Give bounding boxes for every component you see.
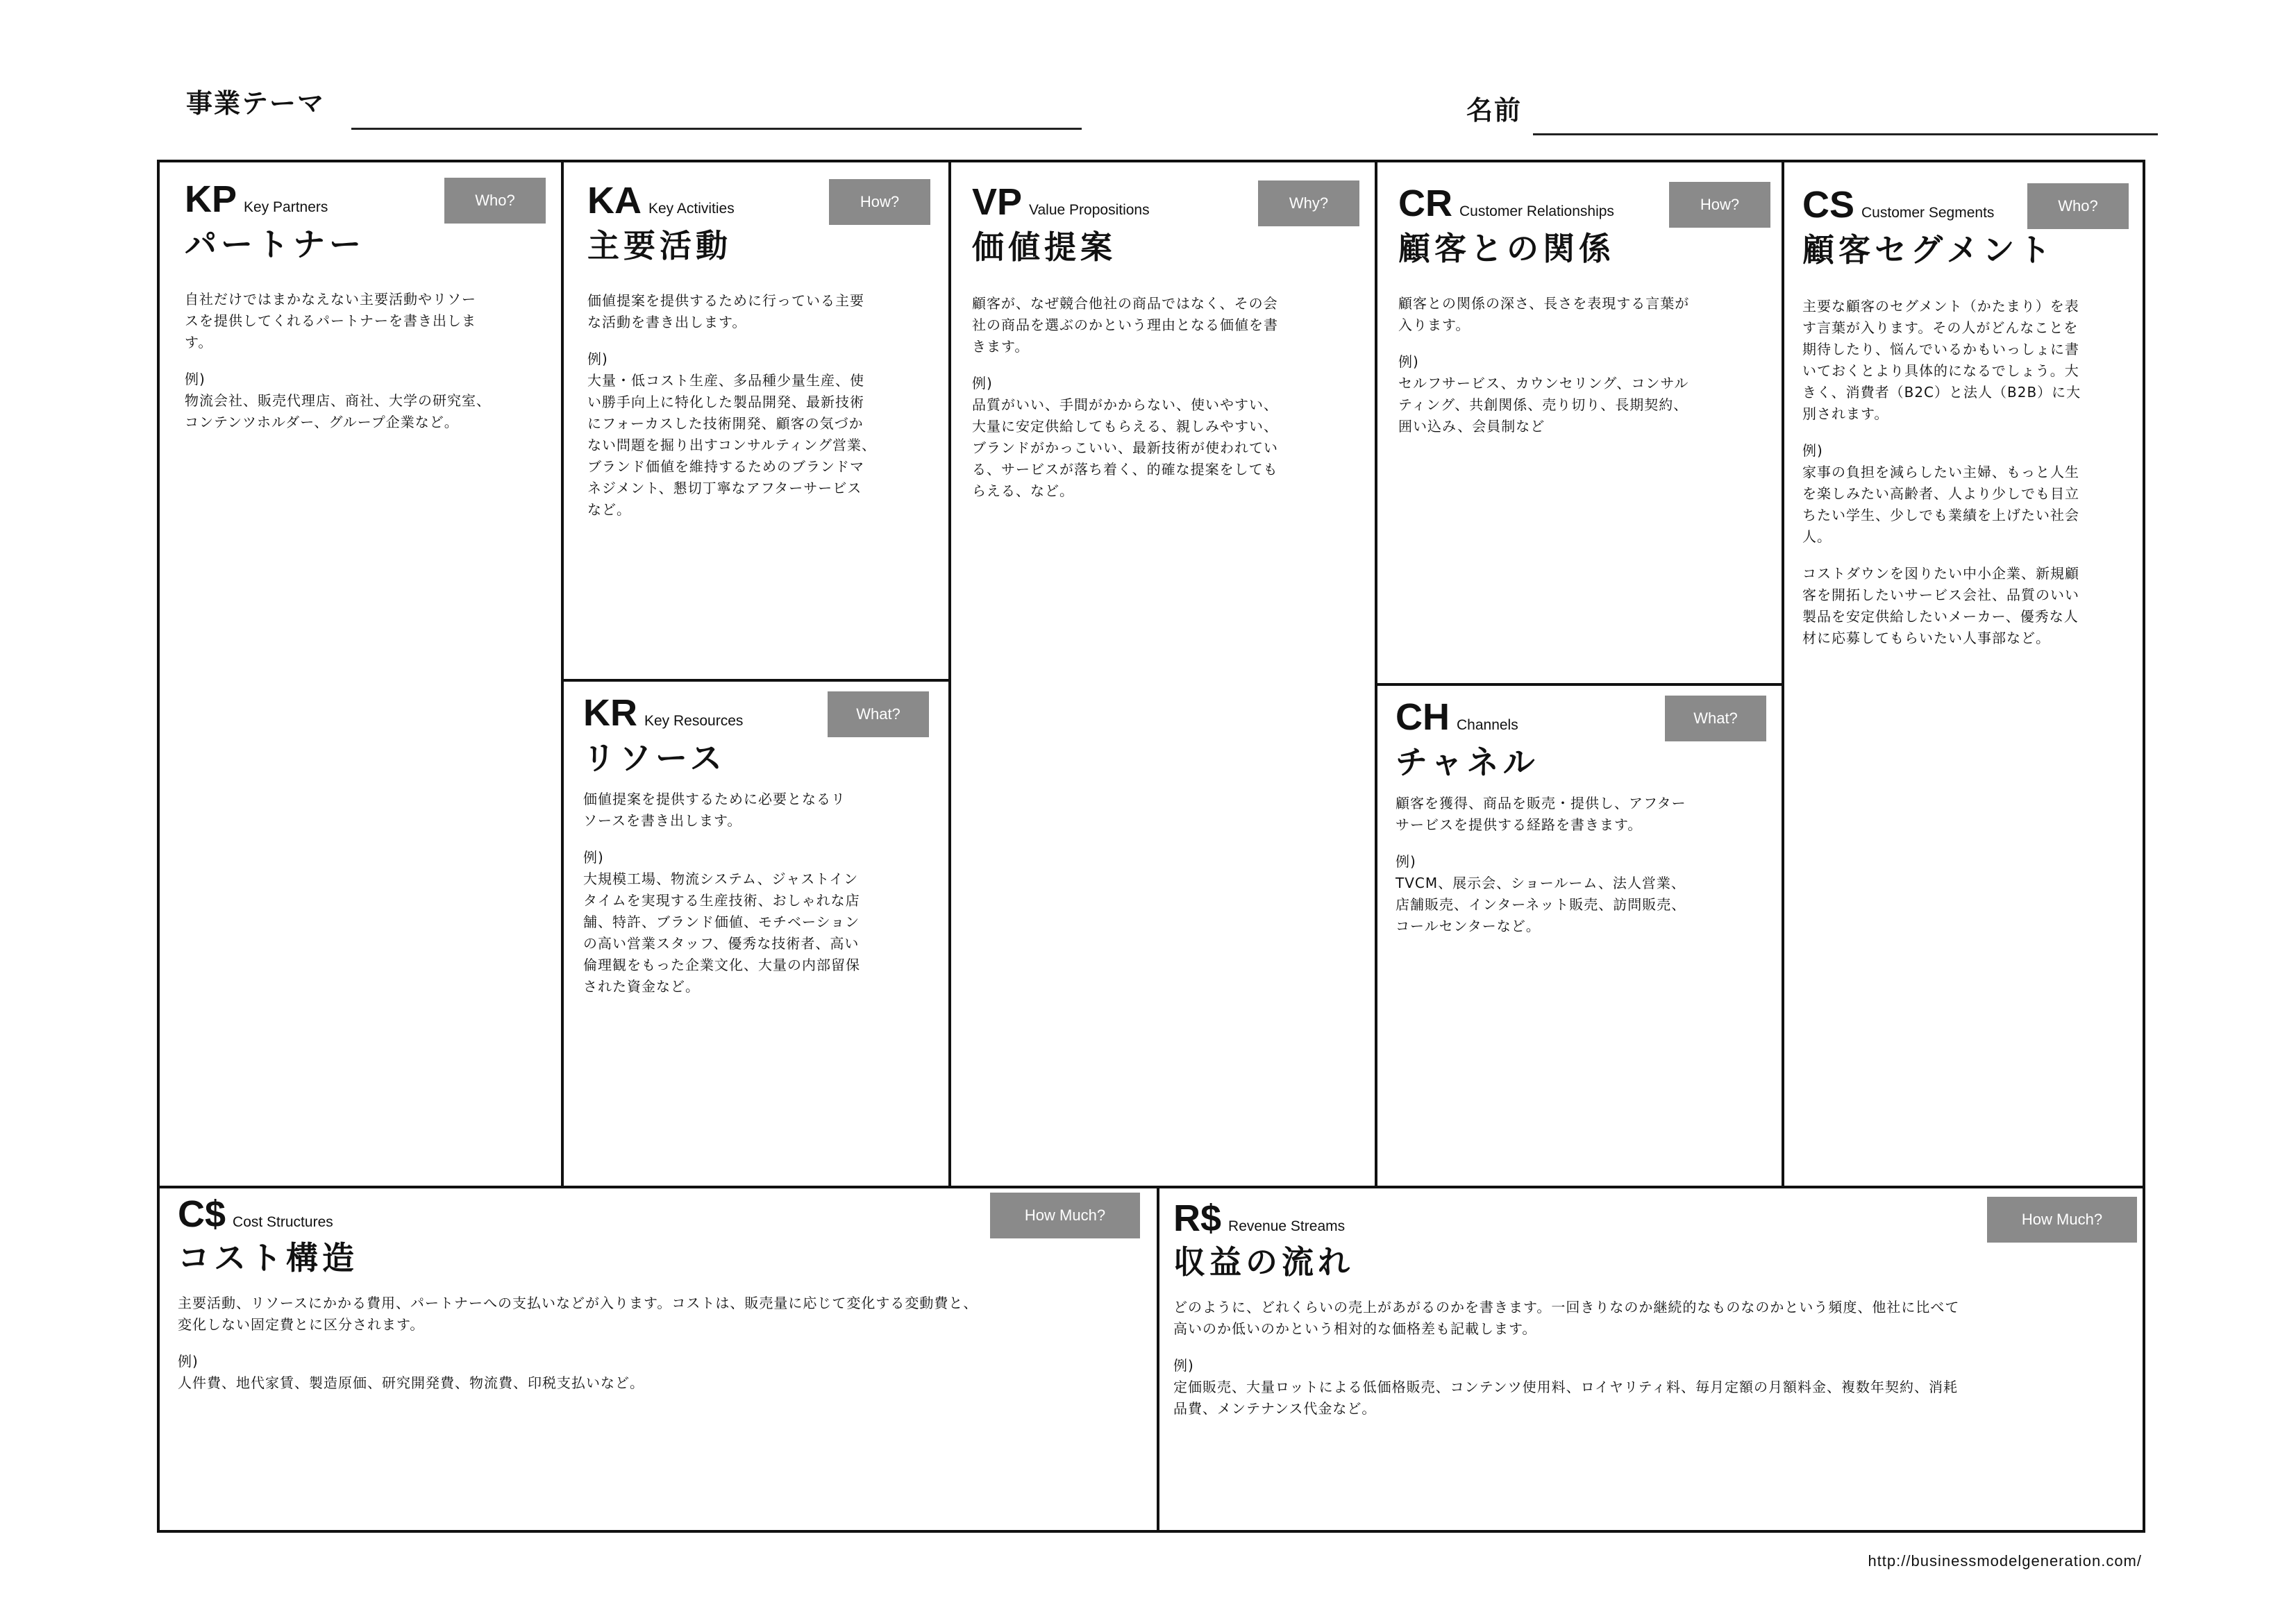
divider-ka-kr bbox=[561, 679, 950, 682]
cr-question-badge: How? bbox=[1669, 182, 1770, 228]
footer-url[interactable]: http://businessmodelgeneration.com/ bbox=[1868, 1552, 2142, 1570]
ka-question-badge: How? bbox=[829, 179, 930, 225]
divider-vp-cr bbox=[1375, 162, 1377, 1188]
cs-question-badge: Who? bbox=[2027, 183, 2129, 229]
ka-example-label: 例) bbox=[587, 351, 608, 367]
divider-cr-ch bbox=[1375, 683, 1783, 686]
kp-question-badge: Who? bbox=[444, 178, 546, 224]
divider-cost-revenue bbox=[1157, 1186, 1159, 1530]
ch-code: CH bbox=[1396, 696, 1450, 738]
ch-description: 顧客を獲得、商品を販売・提供し、アフター サービスを提供する経路を書きます。 例) TVCM、展示会、ショールーム、法人営業、 店舗販売、インターネット販売、訪問販売、 コールセンターなど。 bbox=[1396, 793, 1770, 937]
kr-description: 価値提案を提供するために必要となるリ ソースを書き出します。 例) 大規模工場、物流システム、ジャストイン タイムを実現する生産技術、おしゃれな店 舗、特許、ブランド価値、モチベーション の高い営業スタッフ、優秀な技術者、高い 倫理観をもった企業文化、大量の内部留保 された資金など。 bbox=[583, 789, 937, 998]
ch-example-label: 例) bbox=[1396, 853, 1416, 870]
vp-code: VP bbox=[972, 181, 1023, 223]
rev-example-label: 例) bbox=[1173, 1357, 1194, 1374]
cost-question-badge: How Much? bbox=[990, 1193, 1140, 1238]
divider-top-bottom bbox=[160, 1186, 2143, 1188]
kr-en-title: Key Resources bbox=[644, 713, 744, 729]
cr-jp-title: 顧客との関係 bbox=[1398, 230, 1615, 267]
rev-en-title: Revenue Streams bbox=[1228, 1218, 1346, 1234]
vp-description: 顧客が、なぜ競合他社の商品ではなく、その会 社の商品を選ぶのかという理由となる価値を書 きます。 例) 品質がいい、手間がかからない、使いやすい、 大量に安定供給してもらえる、親しみやすい、 ブランドがかっこいい、最新技術が使われてい る、サービスが落ち着く、的確な提案をしても らえる、など。 bbox=[972, 293, 1361, 502]
rev-question-badge: How Much? bbox=[1987, 1197, 2137, 1243]
divider-ka-vp bbox=[948, 162, 951, 1188]
name-label: 名前 bbox=[1466, 95, 1523, 126]
divider-cr-cs bbox=[1782, 162, 1784, 1188]
cr-en-title: Customer Relationships bbox=[1459, 203, 1614, 219]
kr-question-badge: What? bbox=[828, 691, 929, 737]
kp-en-title: Key Partners bbox=[244, 199, 328, 215]
cost-jp-title: コスト構造 bbox=[178, 1239, 358, 1277]
cost-en-title: Cost Structures bbox=[233, 1214, 333, 1230]
vp-example-label: 例) bbox=[972, 375, 993, 392]
kp-description: 自社だけではまかなえない主要活動やリソー スを提供してくれるパートナーを書き出しま す。 例) 物流会社、販売代理店、商社、大学の研究室、 コンテンツホルダー、グループ企業など。 bbox=[185, 289, 546, 433]
rev-code: R$ bbox=[1173, 1197, 1222, 1239]
vp-en-title: Value Propositions bbox=[1029, 202, 1150, 218]
cr-code: CR bbox=[1398, 183, 1452, 224]
ka-en-title: Key Activities bbox=[648, 201, 735, 217]
cs-description: 主要な顧客のセグメント（かたまり）を表 す言葉が入ります。その人がどんなことを 期待したり、悩んでいるかもいっしょに書 いておくとより具体的になるでしょう。大 きく、消費者（B2C）と法人（B2B）に大 別されます。 例) 家事の負担を減らしたい主婦、もっと人生 を楽しみたい高齢者、人より少しでも目立 ちたい学生、少しでも業績を上げたい社会 人。 コストダウンを図りたい中小企業、新規顧 客を開拓したいサービス会社、品質のいい 製品を安定供給したいメーカー、優秀な人 材に応募してもらいたい人事部など。 bbox=[1802, 296, 2136, 649]
vp-jp-title: 価値提案 bbox=[972, 228, 1116, 266]
cs-code: CS bbox=[1802, 184, 1855, 226]
name-input-line[interactable] bbox=[1533, 133, 2158, 135]
cost-example-label: 例) bbox=[178, 1353, 199, 1370]
cr-description: 顧客との関係の深さ、長さを表現する言葉が 入ります。 例) セルフサービス、カウンセリング、コンサル ティング、共創関係、売り切り、長期契約、 囲い込み、会員制など bbox=[1398, 293, 1773, 437]
kr-example-label: 例) bbox=[583, 849, 604, 866]
cost-description: 主要活動、リソースにかかる費用、パートナーへの支払いなどが入ります。コストは、販売量に応じて変化する変動費と、 変化しない固定費とに区分されます。 例) 人件費、地代家賃、製造原価、研究開発費、物流費、印税支払いなど。 bbox=[178, 1293, 1143, 1394]
kp-example-label: 例) bbox=[185, 371, 206, 387]
cr-example-label: 例) bbox=[1398, 353, 1419, 370]
kr-code: KR bbox=[583, 692, 637, 734]
ka-code: KA bbox=[587, 180, 642, 221]
theme-label: 事業テーマ bbox=[186, 88, 326, 119]
cs-jp-title: 顧客セグメント bbox=[1802, 231, 2055, 269]
cs-example-label: 例) bbox=[1802, 442, 1823, 459]
rev-jp-title: 収益の流れ bbox=[1173, 1243, 1354, 1281]
cs-en-title: Customer Segments bbox=[1861, 205, 1995, 221]
kp-code: KP bbox=[185, 178, 237, 220]
ch-jp-title: チャネル bbox=[1396, 743, 1539, 781]
divider-kp-ka bbox=[561, 162, 564, 1188]
theme-input-line[interactable] bbox=[351, 128, 1082, 130]
ch-en-title: Channels bbox=[1457, 717, 1518, 733]
ch-question-badge: What? bbox=[1665, 696, 1766, 741]
ka-jp-title: 主要活動 bbox=[587, 227, 732, 264]
kr-jp-title: リソース bbox=[583, 739, 726, 777]
kp-jp-title: パートナー bbox=[185, 226, 365, 263]
vp-question-badge: Why? bbox=[1258, 180, 1359, 226]
cost-code: C$ bbox=[178, 1193, 226, 1235]
rev-description: どのように、どれくらいの売上があがるのかを書きます。一回きりなのか継続的なものなのかという頻度、他社に比べて 高いのか低いのかという相対的な価格差も記載します。 例) 定価販売、大量ロットによる低価格販売、コンテンツ使用料、ロイヤリティ料、毎月定額の月額料金、複数年契約、消耗 品費、メンテナンス代金など。 bbox=[1173, 1297, 2138, 1420]
ka-description: 価値提案を提供するために行っている主要 な活動を書き出します。 例) 大量・低コスト生産、多品種少量生産、使 い勝手向上に特化した製品開発、最新技術 にフォーカスした技術開発、顧客の気づか ない問題を掘り出すコンサルティング営業、 ブランド価値を維持するためのブランドマ ネジメント、懇切丁寧なアフターサービス など。 bbox=[587, 290, 941, 521]
